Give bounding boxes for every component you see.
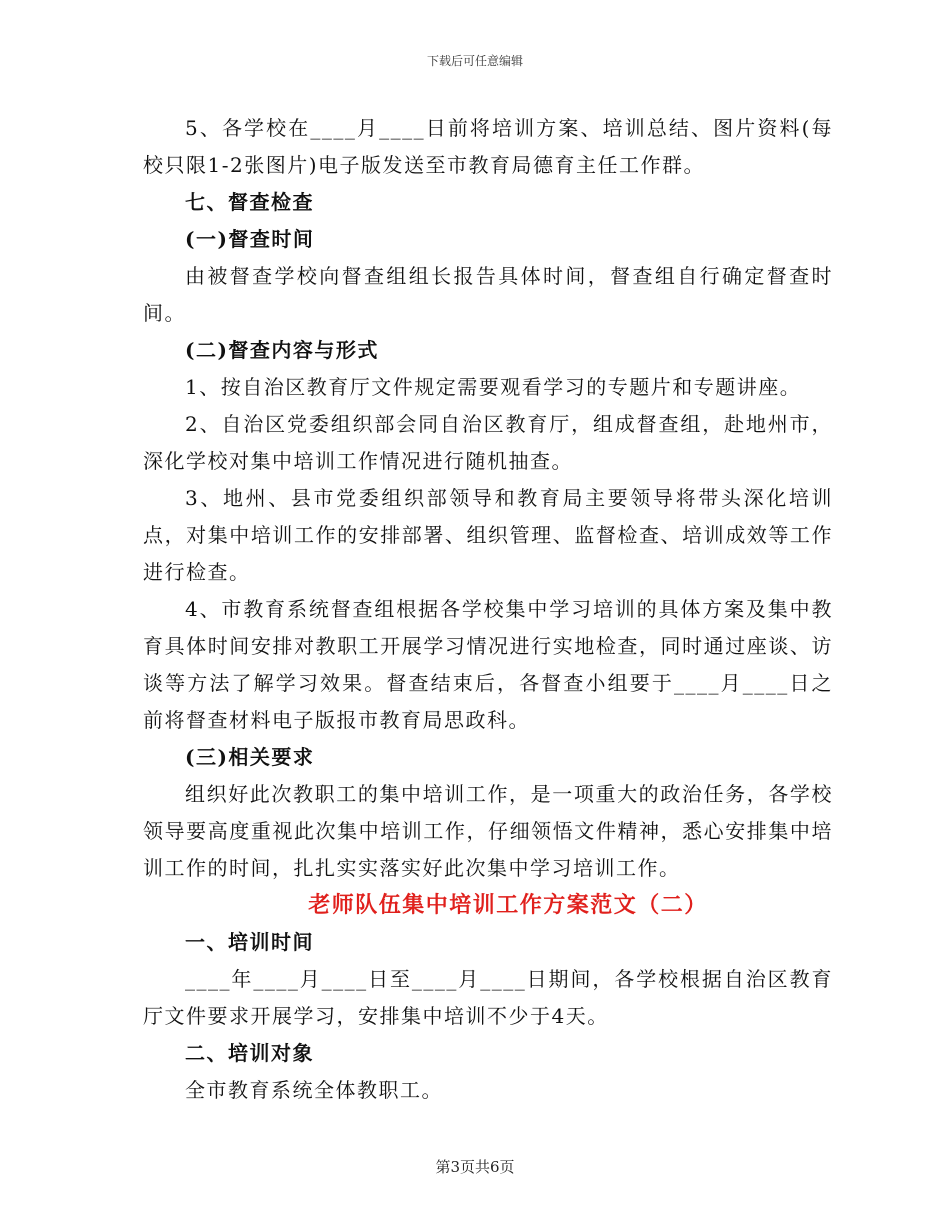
section-title-part-two: 老师队伍集中培训工作方案范文（二） — [308, 892, 708, 918]
heading-supervision: 七、督查检查 — [185, 190, 314, 214]
page-header: 下载后可任意编辑 — [426, 54, 523, 68]
page-footer: 第3页共6页 — [435, 1158, 515, 1176]
paragraph-training-target: 全市教育系统全体教职工。 — [185, 1078, 443, 1102]
heading-training-time: 一、培训时间 — [185, 930, 314, 954]
document-body — [143, 110, 833, 1109]
subheading-supervision-time: (一)督查时间 — [185, 227, 315, 251]
paragraph-training-time: ____年____月____日至____月____日期间，各学校根据自治区教育厅文件要求开展学习，安排集中培训不少于4天。 — [143, 967, 833, 1028]
paragraph-item5: 5、各学校在____月____日前将培训方案、培训总结、图片资料(每校只限1-2张图片)电子版发送至市教育局德育主任工作群。 — [143, 116, 833, 177]
paragraph-content-1: 1、按自治区教育厅文件规定需要观看学习的专题片和专题讲座。 — [185, 375, 802, 399]
subheading-requirements: (三)相关要求 — [185, 745, 315, 769]
heading-training-target: 二、培训对象 — [185, 1041, 314, 1065]
paragraph-requirements: 组织好此次教职工的集中培训工作，是一项重大的政治任务，各学校领导要高度重视此次集中培训工作，仔细领悟文件精神，悉心安排集中培训工作的时间，扎扎实实落实好此次集中学习培训工作。 — [143, 782, 833, 880]
paragraph-content-2: 2、自治区党委组织部会同自治区教育厅，组成督查组，赴地州市，深化学校对集中培训工作情况进行随机抽查。 — [143, 412, 833, 473]
subheading-content-form: (二)督查内容与形式 — [185, 338, 379, 362]
paragraph-supervision-time: 由被督查学校向督查组组长报告具体时间，督查组自行确定督查时间。 — [143, 264, 833, 325]
paragraph-content-4: 4、市教育系统督查组根据各学校集中学习培训的具体方案及集中教育具体时间安排对教职工开展学习情况进行实地检查，同时通过座谈、访谈等方法了解学习效果。督查结束后，各督查小组要于____月____日之前将督查材料电子版报市教育局思政科。 — [143, 597, 833, 732]
paragraph-content-3: 3、地州、县市党委组织部领导和教育局主要领导将带头深化培训点，对集中培训工作的安排部署、组织管理、监督检查、培训成效等工作进行检查。 — [143, 486, 833, 584]
